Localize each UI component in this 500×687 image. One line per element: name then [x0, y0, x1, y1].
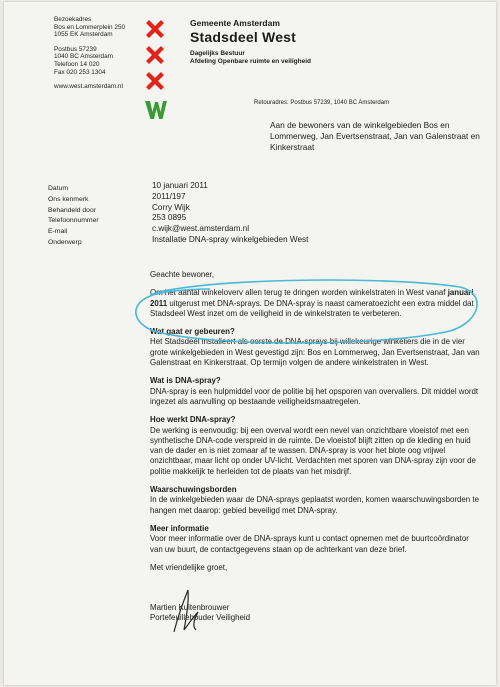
- post-city: 1040 BC Amsterdam: [54, 53, 113, 61]
- section-heading: Hoe werkt DNA-spray?: [150, 415, 236, 425]
- district-name: Stadsdeel West: [190, 29, 297, 45]
- postbus: Postbus 57239: [54, 45, 97, 53]
- email-label: E-mail: [48, 228, 68, 236]
- section-waarschuwingsborden: [150, 485, 482, 516]
- org-name: Gemeente Amsterdam: [190, 18, 280, 28]
- intro-date: januari 2011: [150, 288, 474, 308]
- organisation-header: [190, 18, 311, 66]
- intro-text: Om het aantal winkeloverv allen terug te dringen worden winkelstraten in West vanaf: [150, 288, 446, 298]
- section-heading: Wat gaat er gebeuren?: [150, 327, 235, 337]
- meta-labels: [48, 184, 99, 249]
- section-heading: Wat is DNA-spray?: [150, 376, 221, 386]
- datum-value: 10 januari 2011: [152, 181, 208, 190]
- intro-text-rest: uitgerust met DNA-sprays. De DNA-spray is naast cameratoezicht een extra middel dat Stadsdeel West inzet om de veiligheid in de winkelstraten te verbeteren.: [150, 298, 474, 318]
- datum-label: Datum: [48, 185, 69, 192]
- section-text: In de winkelgebieden waar de DNA-sprays geplaatst worden, komen waarschuwingsborden te hangen met daarop: gebied beveiligd met DNA-spray.: [150, 495, 479, 515]
- bezoekadres-label: Bezoekadres: [54, 16, 92, 23]
- section-meer-informatie: [150, 524, 482, 555]
- kenmerk-label: Ons kenmerk: [48, 195, 89, 203]
- recipient-block: [270, 120, 492, 153]
- bezoekadres-city: 1055 EK Amsterdam: [54, 31, 113, 39]
- recipient-line: Kinkerstraat: [270, 142, 315, 152]
- unit-2: Afdeling Openbare ruimte en veiligheid: [190, 58, 311, 65]
- letter-page: [4, 2, 496, 685]
- onderwerp-label: Onderwerp: [48, 238, 82, 246]
- section-heading: Meer informatie: [150, 523, 209, 533]
- fax: Fax 020 253 1304: [54, 68, 106, 76]
- closing: Met vriendelijke groet,: [150, 562, 228, 572]
- section-heading: Waarschuwingsborden: [150, 485, 237, 495]
- kenmerk-value: 2011/197: [152, 191, 186, 201]
- sender-address-block: [54, 16, 125, 91]
- stadsdeel-west-w-logo-icon: [144, 98, 168, 122]
- email-value: c.wijk@west.amsterdam.nl: [152, 224, 250, 234]
- section-wat-is-dna-spray: [150, 376, 482, 407]
- section-text: Het Stadsdeel installeert als eerste de DNA-sprays bij willekeurige winkeliers die in de vier grote winkelgebieden in West gevestigd zijn: Bos en Lommerweg, Jan Evertsenstraat, Jan van Galenstraat en Kinkerstraat. Op termijn volgen de andere winkelstraten in West.: [150, 337, 480, 368]
- section-hoe-werkt-dna-spray: [150, 415, 482, 477]
- highlight-ellipse: [130, 277, 486, 345]
- section-text: De werking is eenvoudig: bij een overval wordt een nevel van onzichtbare vloeistof met een synthetische DNA-code verspreid in de ruimte. De vloeistof blijft zitten op de kleding en huid van de dader en is niet zomaar af te wassen. DNA-spray is voor het blote oog vrijwel onzichtbaar, maar licht op onder UV-licht. Verdachten met sporen van DNA-spray zijn voor de politie makkelijk te herleiden tot de plaats van het misdrijf.: [150, 425, 476, 476]
- onderwerp-value: Installatie DNA-spray winkelgebieden West: [152, 234, 309, 244]
- andreas-cross-icon: [144, 70, 166, 92]
- andreas-cross-icon: [144, 44, 166, 66]
- handwritten-signature: [164, 586, 214, 636]
- telefoon: Telefoon 14 020: [54, 60, 100, 68]
- andreas-cross-icon: [144, 18, 166, 40]
- section-text: Voor meer informatie over de DNA-sprays kunt u contact opnemen met de buurtcoördinator van uw buurt, de contactgegevens staan op de achterkant van deze brief.: [150, 534, 469, 554]
- behandeld-value: Corry Wijk: [152, 202, 190, 212]
- telefoon-label: Telefoonnummer: [48, 217, 99, 225]
- bezoekadres-street: Bos en Lommerplein 250: [54, 23, 126, 31]
- recipient-line: Aan de bewoners van de winkelgebieden Bos en: [270, 120, 450, 130]
- amsterdam-logo: [144, 18, 170, 127]
- section-text: DNA-spray is een hulpmiddel voor de politie bij het opsporen van overvallers. Dit middel wordt ingezet als aanvulling op bestaande veiligheidsmaatregelen.: [150, 386, 479, 406]
- behandeld-label: Behandeld door: [48, 206, 96, 214]
- return-address: Retouradres: Postbus 57239, 1040 BC Amsterdam: [254, 100, 390, 106]
- telefoon-value: 253 0895: [152, 213, 187, 223]
- greeting: Geachte bewoner,: [150, 270, 215, 279]
- recipient-line: Lommerweg, Jan Evertsenstraat, Jan van Galenstraat en: [270, 131, 480, 141]
- signer-title: Portefeuillehouder Veiligheid: [150, 613, 251, 623]
- unit-1: Dagelijks Bestuur: [190, 50, 245, 57]
- website: www.west.amsterdam.nl: [54, 83, 123, 91]
- signer-name: Martien Kuitenbrouwer: [150, 603, 230, 613]
- meta-values: [152, 181, 308, 246]
